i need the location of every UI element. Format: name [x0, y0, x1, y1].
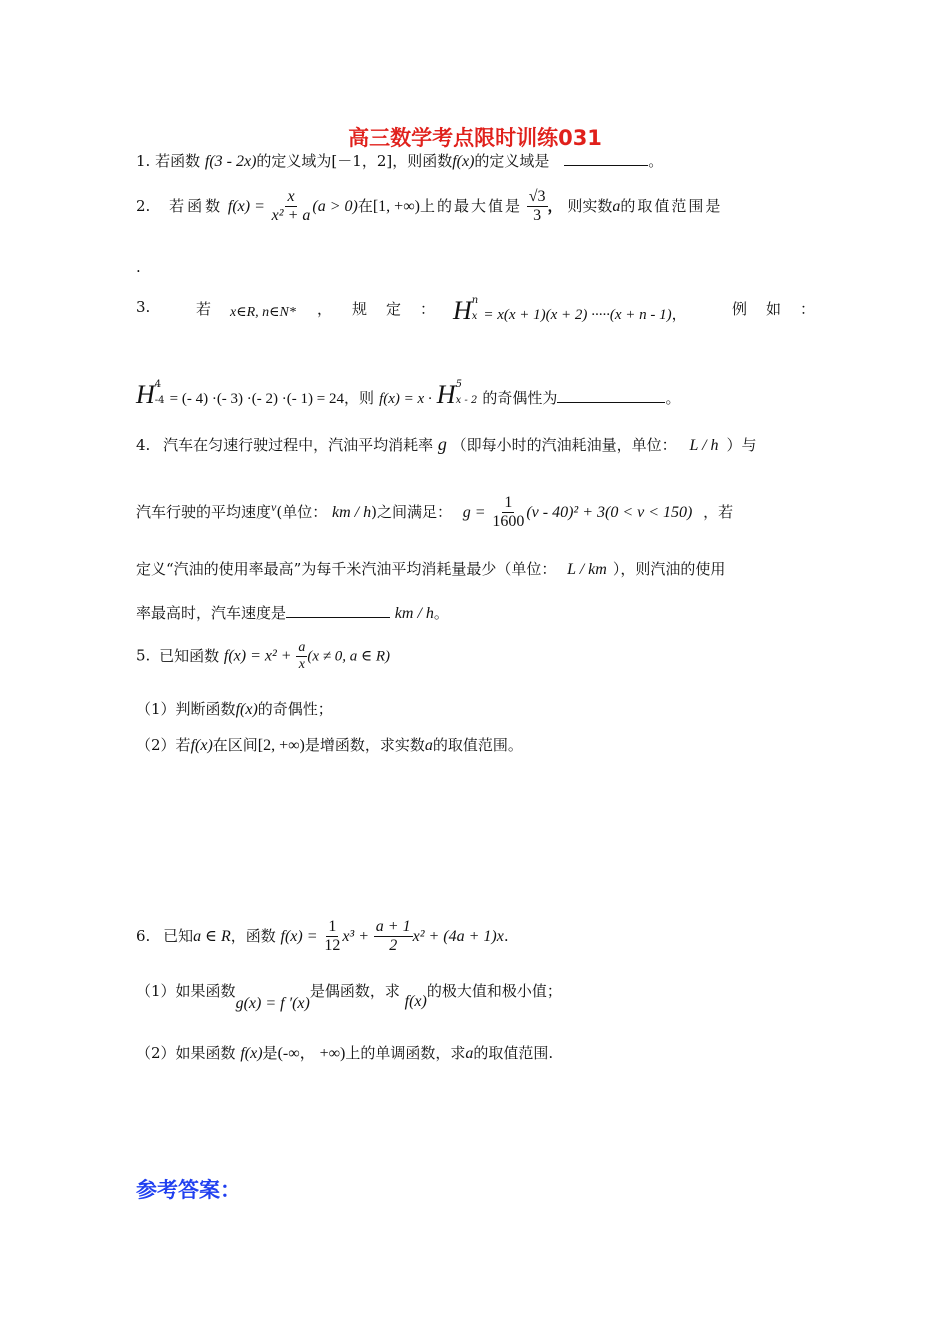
- q5-fraction-numerator: a: [296, 640, 307, 657]
- q5-part-2-label: （2）: [136, 736, 176, 754]
- q5-part-1: [136, 698, 333, 719]
- q3-example-formula: = (- 4) ·(- 3) ·(- 2) ·(- 1) = 24: [169, 391, 344, 407]
- q2-text-3: 上的最大值是: [419, 196, 522, 215]
- answers-heading: 参考答案：: [136, 1178, 241, 1202]
- q5-number: 5.: [136, 646, 151, 665]
- q3-text-6: ，: [671, 305, 687, 323]
- q3-definition-formula: = x(x + 1)(x + 2) ·····(x + n - 1): [483, 307, 672, 323]
- q5-part-2-text-3: 是增函数，求实数: [304, 736, 425, 754]
- q6-part-2-label: （2）: [136, 1044, 176, 1062]
- q4-end: 。: [433, 604, 449, 622]
- q5-part-2-text-2: 在区间: [212, 736, 258, 754]
- question-4-line-1: [136, 434, 816, 455]
- q3-text-2: ，: [317, 300, 333, 318]
- question-4-line-4: [136, 602, 449, 623]
- q6-part-1: [136, 980, 562, 1012]
- q3-text-10: ，则: [343, 389, 374, 407]
- q6-part-2-var-a: a: [465, 1045, 474, 1062]
- q3-text-4: 定: [386, 300, 402, 318]
- q5-part-2-var-a: a: [424, 737, 433, 754]
- q3-condition: x∈R, n∈N*: [230, 305, 296, 320]
- q2-trailing-dot: .: [136, 258, 141, 276]
- question-4-line-3: [136, 558, 725, 579]
- q5-fraction: [296, 640, 307, 673]
- q2-fraction-numerator: x: [285, 188, 296, 207]
- q4-text-6: )之间满足：: [371, 502, 452, 521]
- q5-condition: (x ≠ 0, a ∈ R): [307, 648, 391, 665]
- q2-text-1: 若函数: [169, 196, 224, 215]
- q6-part-1-label: （1）: [136, 982, 176, 1000]
- q4-text-7: ，若: [703, 502, 734, 521]
- q5-part-2-function: f(x): [190, 737, 213, 754]
- q6-function: f(x) =: [280, 927, 318, 945]
- q2-text-2: 在: [357, 196, 373, 215]
- q4-unit-4: km / h: [394, 605, 434, 622]
- q1-text-1: 若函数: [155, 152, 201, 170]
- q2-max-numerator: √3: [527, 188, 548, 207]
- q1-text-3: 的定义域是: [474, 152, 550, 170]
- q4-text-2: （即每小时的汽油耗油量，单位：: [451, 436, 677, 454]
- q3-text-7: 例: [732, 300, 748, 318]
- q2-max-denominator: 3: [533, 207, 542, 225]
- q4-fraction-numerator: 1: [502, 494, 514, 513]
- q2-text-5: 的取值范围是: [620, 196, 723, 215]
- q6-text-1: 已知: [163, 926, 194, 945]
- q6-end: .: [503, 926, 509, 945]
- q6-condition: a ∈ R: [193, 927, 231, 945]
- q3-answer-blank[interactable]: [557, 388, 665, 403]
- q6-part-1-f: f(x): [404, 993, 427, 1010]
- q2-fraction: [270, 188, 313, 226]
- q4-g: g: [437, 434, 447, 454]
- q1-text-2: 的定义域为[－1，2]，则函数: [256, 152, 453, 170]
- q1-answer-blank[interactable]: [564, 151, 648, 166]
- q6-fraction-1: [322, 918, 342, 956]
- q6-rest: x² + (4a + 1)x: [412, 927, 504, 945]
- q1-formula-2: f(x): [452, 153, 475, 170]
- q4-text-4: 汽车行驶的平均速度: [136, 502, 272, 521]
- q3-example-h: H: [136, 380, 155, 409]
- q5-part-1-function: f(x): [235, 701, 258, 718]
- q4-answer-blank[interactable]: [286, 603, 390, 618]
- q1-number: 1.: [136, 152, 151, 170]
- q4-text-5: (单位：: [276, 502, 328, 521]
- q4-number: 4.: [136, 436, 151, 454]
- q4-text-8: 定义“汽油的使用率最高”为每千米汽油平均消耗量最少（单位：: [136, 560, 557, 578]
- q3-h-symbol: H: [453, 296, 472, 325]
- q3-text-8: 如: [766, 300, 782, 318]
- q3-example-sup: 4: [154, 379, 162, 390]
- q3-end: 。: [665, 389, 681, 407]
- q5-part-2-text-1: 若: [175, 736, 191, 754]
- q6-part-2-text-4: 的取值范围.: [473, 1044, 554, 1062]
- q2-comma: ，: [547, 196, 563, 215]
- q6-fraction-1-numerator: 1: [326, 918, 338, 937]
- q3-example-line: [136, 380, 680, 410]
- q3-function-sup: 5: [455, 379, 462, 390]
- q6-part-1-text-3: 的极大值和极小值；: [426, 982, 562, 1000]
- q5-part-2-text-4: 的取值范围。: [432, 736, 523, 754]
- q5-function: f(x) = x² +: [223, 647, 292, 665]
- q6-part-1-g: g(x) = f ′(x): [235, 995, 310, 1012]
- question-2: [136, 188, 816, 226]
- q4-text-9: ），则汽油的使用: [612, 560, 726, 578]
- q2-number: 2.: [136, 196, 151, 215]
- q3-function-h: H: [436, 380, 456, 409]
- q2-function: f(x) =: [227, 197, 265, 215]
- q4-fraction: [490, 494, 526, 532]
- q6-part-2-text-2: 是: [262, 1044, 278, 1062]
- q3-text-1: 若: [196, 300, 212, 318]
- q5-part-1-text-1: 判断函数: [175, 700, 236, 718]
- q4-fraction-denominator: 1600: [492, 513, 525, 531]
- q2-fraction-denominator: x² + a: [271, 207, 311, 225]
- question-4-line-2: [136, 494, 733, 532]
- q5-part-2: [136, 734, 523, 755]
- q6-part-1-text-1: 如果函数: [175, 982, 236, 1000]
- q5-part-1-label: （1）: [136, 700, 176, 718]
- q6-number: 6.: [136, 926, 151, 945]
- q6-part-2-f: f(x): [240, 1045, 263, 1062]
- page-title: 高三数学考点限时训练031: [348, 126, 602, 150]
- q4-formula: (v - 40)² + 3(0 < v < 150): [526, 503, 693, 521]
- q5-text-1: 已知函数: [159, 646, 220, 665]
- q2-max-value: [527, 188, 548, 226]
- q3-text-11: 的奇偶性为: [482, 389, 558, 407]
- question-6: [136, 918, 509, 956]
- q5-fraction-denominator: x: [298, 657, 305, 673]
- q1-end: 。: [648, 152, 664, 170]
- q6-text-2: ，函数: [230, 926, 276, 945]
- q3-function-sub: x - 2: [455, 395, 478, 406]
- q3-h-sub: x: [471, 311, 478, 322]
- q3-text-3: 规: [352, 300, 368, 318]
- q6-part-2-interval: (-∞， +∞): [277, 1045, 346, 1062]
- question-1: [136, 150, 663, 171]
- q4-text-1: 汽车在匀速行驶过程中，汽油平均消耗率: [163, 436, 434, 454]
- q6-part-2-text-1: 如果函数: [175, 1044, 236, 1062]
- q3-text-9: ：: [800, 300, 816, 318]
- q6-part-2-text-3: 上的单调函数，求: [345, 1044, 466, 1062]
- q6-part-2: [136, 1040, 553, 1063]
- q2-condition: (a > 0): [312, 197, 358, 215]
- q3-example-sub: -4: [154, 395, 165, 406]
- q4-text-10: 率最高时，汽车速度是: [136, 604, 287, 622]
- q1-formula-1: f(3 - 2x): [204, 153, 257, 170]
- q2-text-4: 则实数: [567, 196, 613, 215]
- q6-fraction-2-numerator: a + 1: [374, 918, 413, 937]
- q6-fraction-2: [374, 918, 413, 956]
- q3-definition: [453, 296, 687, 326]
- q2-interval: [1, +∞): [372, 197, 420, 215]
- q4-unit-2: km / h: [331, 503, 372, 521]
- q6-x-cubed: x³ +: [342, 927, 370, 945]
- q6-fraction-2-denominator: 2: [389, 937, 398, 955]
- q6-fraction-1-denominator: 12: [324, 937, 341, 955]
- q3-function: f(x) = x ·: [379, 391, 432, 407]
- q5-part-1-text-2: 的奇偶性；: [257, 700, 333, 718]
- q3-number: 3.: [136, 298, 151, 316]
- q2-var-a: a: [612, 197, 621, 215]
- question-5: [136, 640, 390, 673]
- q4-text-3: ）与: [726, 436, 757, 454]
- q3-text-5: ：: [420, 300, 436, 318]
- q6-part-1-text-2: 是偶函数，求: [309, 982, 400, 1000]
- q4-unit-3: L / km: [567, 561, 607, 578]
- q5-part-2-interval: [2, +∞): [257, 737, 305, 754]
- q3-h-sup: n: [471, 295, 479, 306]
- q4-unit-1: L / h: [689, 437, 719, 454]
- q4-v: v: [271, 499, 277, 514]
- q4-g-equals: g =: [462, 503, 486, 521]
